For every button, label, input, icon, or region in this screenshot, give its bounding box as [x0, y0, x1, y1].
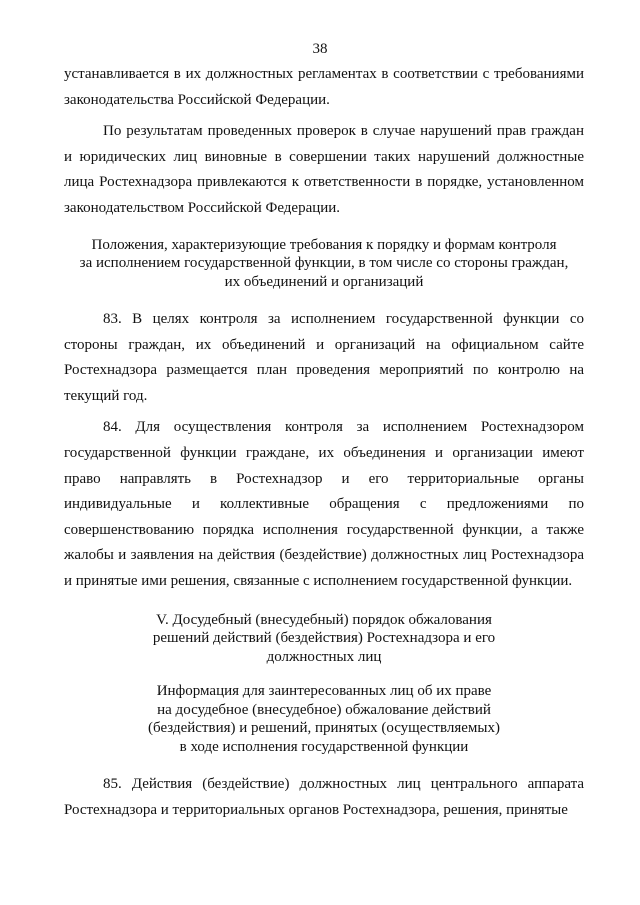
- paragraph-84: 84. Для осуществления контроля за исполнением Ростехнадзором государственной функции граждане, их объединения и организации имеют право направлять в Ростехнадзор и его территориальные органы индивидуальные и коллективные обращения с предложениями по совершенствованию порядка исполнения государственной функции, а также жалобы и заявления на действия (бездействие) должностных лиц Ростехнадзора и принятые ими решения, связанные с исполнением государственной функции.: [64, 419, 584, 589]
- heading-line: за исполнением государственной функции, в том числе со стороны граждан,: [79, 255, 569, 272]
- heading-appeal-info: [64, 682, 584, 756]
- heading-line: их объединений и организаций: [224, 273, 424, 290]
- paragraph-continuation: устанавливается в их должностных регламентах в соответствии с требованиями законодательства Российской Федерации.: [64, 66, 584, 108]
- paragraph-83: 83. В целях контроля за исполнением государственной функции со стороны граждан, их объединений и организаций на официальном сайте Ростехнадзора размещается план проведения мероприятий по контролю на текущий год.: [64, 311, 584, 404]
- heading-line: в ходе исполнения государственной функции: [179, 738, 469, 755]
- document-body: [64, 62, 584, 823]
- heading-line: Информация для заинтересованных лиц об их праве: [156, 683, 492, 700]
- heading-control-provisions: [64, 236, 584, 292]
- heading-line: V. Досудебный (внесудебный) порядок обжалования: [156, 611, 492, 628]
- heading-line: должностных лиц: [266, 648, 382, 665]
- heading-section-v: [64, 611, 584, 667]
- heading-line: (бездействия) и решений, принятых (осуществляемых): [148, 720, 500, 737]
- paragraph-85: 85. Действия (бездействие) должностных лиц центрального аппарата Ростехнадзора и территориальных органов Ростехнадзора, решения, принятые: [64, 776, 584, 818]
- heading-line: Положения, характеризующие требования к порядку и формам контроля: [91, 236, 557, 253]
- heading-line: решений действий (бездействия) Ростехнадзора и его: [152, 630, 496, 647]
- paragraph-violations-liability: По результатам проведенных проверок в случае нарушений прав граждан и юридических лиц виновные в совершении таких нарушений должностные лица Ростехнадзора привлекаются к ответственности в порядке, установленном законодательством Российской Федерации.: [64, 123, 584, 216]
- heading-line: на досудебное (внесудебное) обжалование действий: [157, 701, 491, 718]
- page-number: 38: [312, 41, 328, 57]
